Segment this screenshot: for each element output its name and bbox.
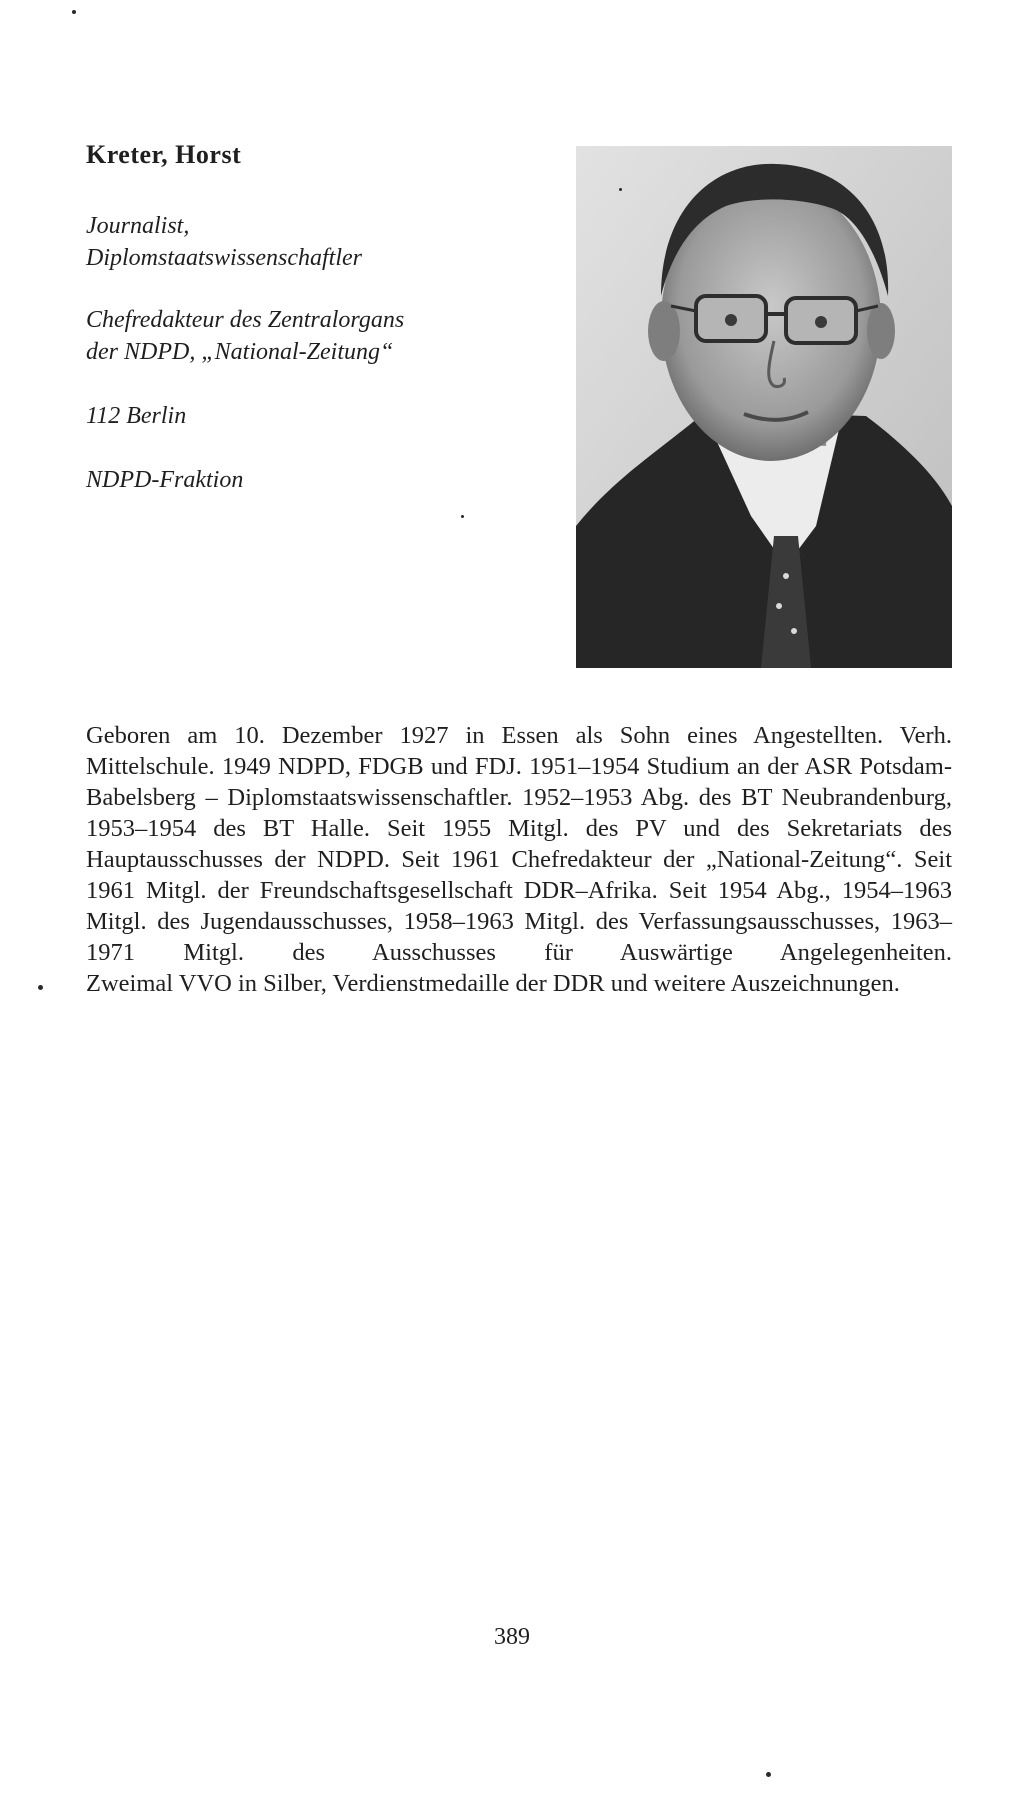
awards-paragraph: Zweimal VVO in Silber, Verdienstmedaille der DDR und weitere Auszeichnungen. xyxy=(86,970,900,997)
print-speck xyxy=(72,10,76,14)
position-line: der NDPD, „National-Zeitung“ xyxy=(86,339,394,365)
portrait-photo xyxy=(576,146,952,668)
page-number: 389 xyxy=(494,1624,530,1650)
profession-line: Journalist, xyxy=(86,213,190,239)
person-name: Kreter, Horst xyxy=(86,140,242,169)
biography-paragraph: Geboren am 10. Dezember 1927 in Essen als Sohn eines Angestellten. Verh. Mittelschule. 1949 NDPD, FDGB und FDJ. 1951–1954 Studium an der ASR Potsdam-Babelsberg – Diplomstaatswissenschaftler. 1952–1953 Abg. des BT Neubrandenburg, 1953–1954 des BT Halle. Seit 1955 Mitgl. des PV und des Sekretariats des Hauptausschusses der NDPD. Seit 1961 Chefredakteur der „National-Zeitung“. Seit 1961 Mitgl. der Freundschaftsgesellschaft DDR–Afrika. Seit 1954 Abg., 1954–1963 Mitgl. des Jugendausschusses, 1958–1963 Mitgl. des Verfassungsausschusses, 1963–1971 Mitgl. des Ausschusses für Auswärtige Angelegenheiten. xyxy=(86,722,952,966)
profession-line: Diplomstaatswissenschaftler xyxy=(86,245,363,271)
profession-block xyxy=(86,210,486,274)
position-block xyxy=(86,304,486,368)
location: 112 Berlin xyxy=(86,403,187,429)
print-speck xyxy=(766,1772,771,1777)
position-line: Chefredakteur des Zentralorgans xyxy=(86,307,405,333)
print-speck xyxy=(38,985,43,990)
biography xyxy=(86,720,952,999)
print-speck xyxy=(461,515,464,518)
print-speck xyxy=(619,188,622,191)
faction: NDPD-Fraktion xyxy=(86,467,244,493)
